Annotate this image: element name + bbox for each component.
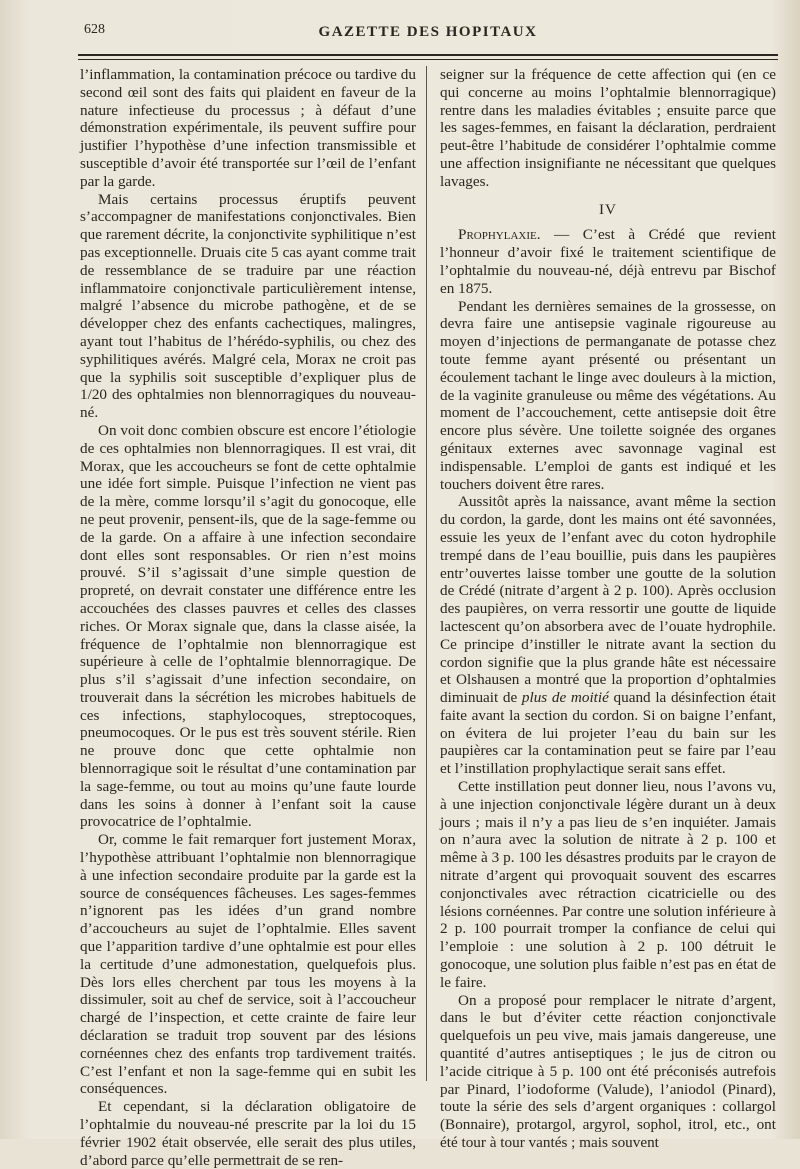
paragraph: Or, comme le fait remarquer fort justement Morax, l’hypothèse attribuant l’ophtalmie non blennorragique à une infection secondaire produite par la garde est la source de conséquences fâcheuses. Les sages-femmes n’ignorent pas les idées d’un grand nombre d’accoucheurs au sujet de l’ophtalmie. Elles savent que l’apparition tardive d’une ophtalmie est pour elles la certitude d’une admonestation, quelquefois plus. Dès lors elles cherchent par tous les moyens à la dissimuler, soit au chef de service, soit à l’accoucheur chargé de l’inspection, et cette crainte de faire leur déclaration se traduit trop souvent par des lésions cornéennes chez des enfants trop tardivement traités. C’est l’enfant et non la sage-femme qui en subit les conséquences. — [80, 831, 416, 1098]
paragraph: On voit donc combien obscure est encore l’étiologie de ces ophtalmies non blennorragiques. Il est vrai, dit Morax, que les accoucheurs se font de cette ophtalmie une idée fort simple. Puisque l’infection ne vient pas de la mère, comme lorsqu’il s’agit du gonocoque, elle ne peut provenir, pensent-ils, que de la sage-femme ou de la garde. On a affaire à une infection secondaire dont elles sont responsables. Or rien n’est moins prouvé. S’il s’agissait d’une simple question de propreté, on devrait constater une différence entre les accouchées des classes pauvres et celles des classes riches. Or Morax signale que, dans la classe aisée, la fréquence de l’ophtalmie non blennorragique est supérieure à celle de l’ophtalmie blennorragique. De plus s’il s’agissait d’une infection secondaire, on trouverait dans la sécrétion les microbes habituels de ces infections, staphylocoques, streptocoques, pneumocoques. Or le pus est très souvent stérile. Rien ne prouve donc que cette ophtalmie non blennorragique soit le résultat d’une contamination par la sage-femme, ou tout au moins qu’une faute lourde dans les soins à donner à l’enfant soit la cause provocatrice de l’ophtalmie. — [80, 421, 416, 831]
paragraph-text: — C’est à Crédé que revient l’honneur d’avoir fixé le traitement scientifique de l’ophtalmie du nouveau-né, déjà entrevu par Bischof en 1875. — [440, 226, 776, 297]
left-column — [80, 66, 416, 1169]
section-heading: Prophylaxie. — [458, 226, 541, 244]
column-divider — [426, 66, 427, 1081]
section-number: IV — [598, 200, 618, 218]
paragraph: Mais certains processus éruptifs peuvent s’accompagner de manifestations conjonctivales. Bien que rarement décrite, la conjonctivite syphilitique n’est pas exceptionnelle. Druais cite 5 cas ayant comme trait de ressemblance de se traduire par une réaction inflammatoire conjonctivale particulièrement intense, malgré l’absence du microbe pathogène, et de se développer chez des enfants cachectiques, malingres, ayant tout l’habitus de l’hérédo-syphilis, ou chez des syphilitiques avérés. Malgré cela, Morax ne croit pas que la syphilis soit susceptible d’expliquer plus de 1/20 des ophtalmies non blennorragiques du nouveau-né. — [80, 190, 416, 422]
paragraph: Pendant les dernières semaines de la grossesse, on devra faire une antisepsie vaginale rigoureuse au moyen d’injections de permanganate de potasse chez toute femme ayant présenté ou présentant un écoulement tachant le linge avec douleurs à la miction, de la vaginite granuleuse ou même des végétations. Au moment de l’accouchement, cette antisepsie doit être encore plus sévère. Une toilette soignée des organes génitaux externes avec savonnage vaginal est indispensable. L’emploi de gants est indiqué et les touchers doivent être rares. — [440, 297, 776, 493]
paragraph — [440, 493, 776, 778]
paragraph: On a proposé pour remplacer le nitrate d’argent, dans le but d’éviter cette réaction conjonctivale quelquefois un peu vive, mais jamais dangereuse, une quantité d’autres antiseptiques ; le jus de citron ou l’acide citrique à 5 p. 100 ont été préconisés autrefois par Pinard, l’iodoforme (Valude), l’aniodol (Pinard), toute la série des sels d’argent organiques : collargol (Bonnaire), protargol, argyrol, sophol, itrol, etc., ont été tour à tour vantés ; mais souvent — [440, 991, 776, 1152]
paragraph: seigner sur la fréquence de cette affection qui (en ce qui concerne au moins l’ophtalmie blennorragique) rentre dans les maladies évitables ; ensuite parce que les sages-femmes, en faisant la déclaration, perdraient peut-être l’habitude de considérer l’ophtalmie comme une affection insignifiante ne nécessitant que quelques lavages. — [440, 66, 776, 190]
page-number: 628 — [84, 22, 105, 37]
page-header — [78, 18, 778, 46]
journal-title: GAZETTE DES HOPITAUX — [318, 24, 538, 40]
right-column — [440, 66, 776, 1152]
header-rule-thick — [78, 54, 778, 56]
header-rule-thin — [78, 59, 778, 60]
paragraph-text: quand la désinfection était faite avant la section du cordon. Si on baigne l’enfant, on évitera de lui projeter l’eau du bain sur les paupières car la contamination peut se faire par l’eau et l’instillation prophylactique serait sans effet. — [440, 689, 776, 778]
paragraph — [440, 226, 776, 297]
paragraph: Et cependant, si la déclaration obligatoire de l’ophtalmie du nouveau-né prescrite par la loi du 15 février 1902 était observée, elle serait des plus utiles, d’abord parce qu’elle permettrait de se ren- — [80, 1098, 416, 1169]
paragraph-text: Aussitôt après la naissance, avant même la section du cordon, la garde, dont les mains ont été savonnées, essuie les yeux de l’enfant avec du coton hydrophile trempé dans de l’eau bouillie, puis dans les paupières entr’ouvertes laisse tomber une goutte de la solution de Crédé (nitrate d’argent à 2 p. 100). Après occlusion des paupières, on verra ressortir une goutte de liquide lactescent qu’on absorbera avec de l’ouate hydrophile. Ce principe d’instiller le nitrate avant la section du cordon signifie que la plus grande hâte est nécessaire et Olshausen a montré que la proportion d’ophtalmies diminuait de — [440, 493, 776, 707]
paragraph: Cette instillation peut donner lieu, nous l’avons vu, à une injection conjonctivale légère durant un à deux jours ; mais il n’y a pas lieu de s’en inquiéter. Jamais on n’aura avec la solution de nitrate à 2 p. 100 et même à 3 p. 100 les désastres produits par le crayon de nitrate d’argent qui provoquait souvent des escarres conjonctivales avec rétraction cicatricielle ou des lésions cornéennes. Par contre une solution inférieure à 2 p. 100 pourrait tromper la confiance de celui qui l’emploie : une solution à 2 p. 100 détruit le gonocoque, une solution plus faible n’est pas en état de le faire. — [440, 778, 776, 991]
emphasis: plus de moitié — [521, 689, 609, 707]
paragraph: l’inflammation, la contamination précoce ou tardive du second œil sont des faits qui plaident en faveur de la nature infectieuse du processus ; à défaut d’une démonstration expérimentale, ils peuvent suffire pour justifier l’hypothèse d’une infection transmissible et susceptible d’avoir été transportée sur l’œil de l’enfant par la garde. — [80, 66, 416, 190]
